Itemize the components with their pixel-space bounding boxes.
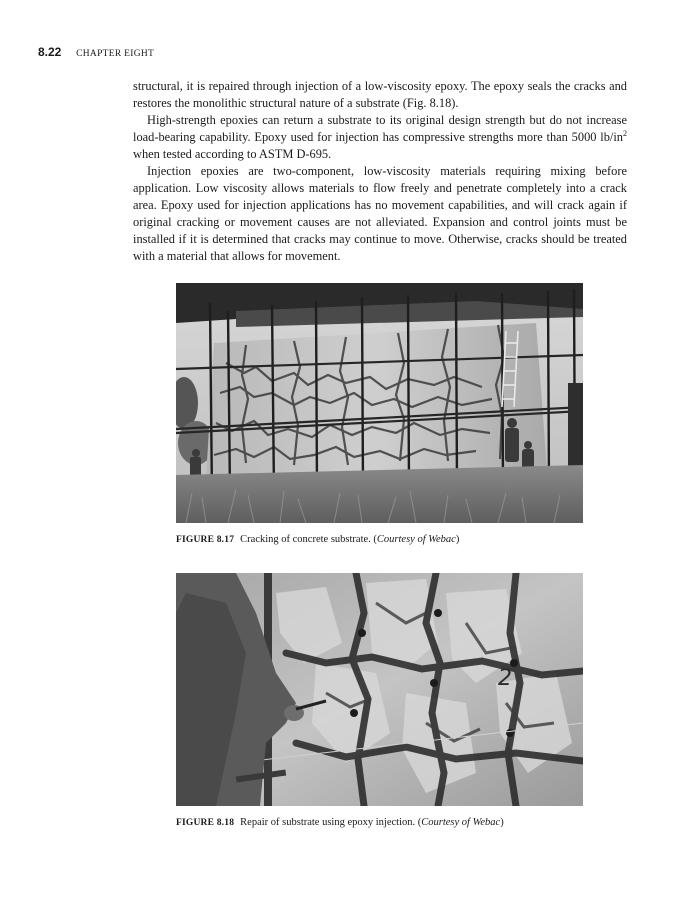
figure-8-17-caption-text: Cracking of concrete substrate. ( [240, 534, 377, 545]
paragraph-2-text: High-strength epoxies can return a substrate to its original design strength but do not increase load-bearing capability. Epoxy used for injection has compressive strengths more than 5000 lb/in [133, 113, 627, 144]
figure-8-17-photo [176, 283, 583, 523]
epoxy-injection-photo [176, 573, 583, 806]
paragraph-2 [133, 112, 627, 163]
svg-text:2: 2 [498, 666, 512, 691]
figure-8-18-photo [176, 573, 583, 806]
figure-8-18-credit: Courtesy of Webac [421, 817, 501, 828]
page-number: 8.22 [38, 45, 62, 59]
paragraph-2-tail: when tested according to ASTM D-695. [133, 147, 332, 161]
paragraph-3: Injection epoxies are two-component, low-viscosity materials requiring mixing before application. Low viscosity allows materials to flow freely and penetrate completely into a crack area. Epoxy used for injection applications has no movement capabilities, and will crack again if original cracking or movement causes are not alleviated. Expansion and control joints must be installed if it is determined that cracks may continue to move. Otherwise, cracks should be treated with a material that allows for movement. [133, 164, 627, 263]
paragraph-1: structural, it is repaired through injection of a low-viscosity epoxy. The epoxy seals the cracks and restores the monolithic structural nature of a substrate (Fig. 8.18). [133, 79, 627, 110]
chapter-title: CHAPTER EIGHT [76, 49, 155, 59]
running-head [38, 45, 154, 61]
figure-8-18-label: FIGURE 8.18 [176, 818, 235, 828]
figure-8-18-caption-close: ) [500, 817, 504, 828]
figure-8-17-credit: Courtesy of Webac [376, 534, 456, 545]
figure-8-18-caption-text: Repair of substrate using epoxy injection. ( [240, 817, 422, 828]
scaffold-wall-photo [176, 283, 583, 523]
body-text [133, 78, 627, 265]
superscript-2: 2 [623, 128, 627, 138]
figure-8-17-caption [176, 533, 596, 547]
figure-8-17-label: FIGURE 8.17 [176, 535, 235, 545]
figure-8-17-caption-close: ) [455, 534, 460, 545]
figure-8-18-caption [176, 816, 596, 830]
